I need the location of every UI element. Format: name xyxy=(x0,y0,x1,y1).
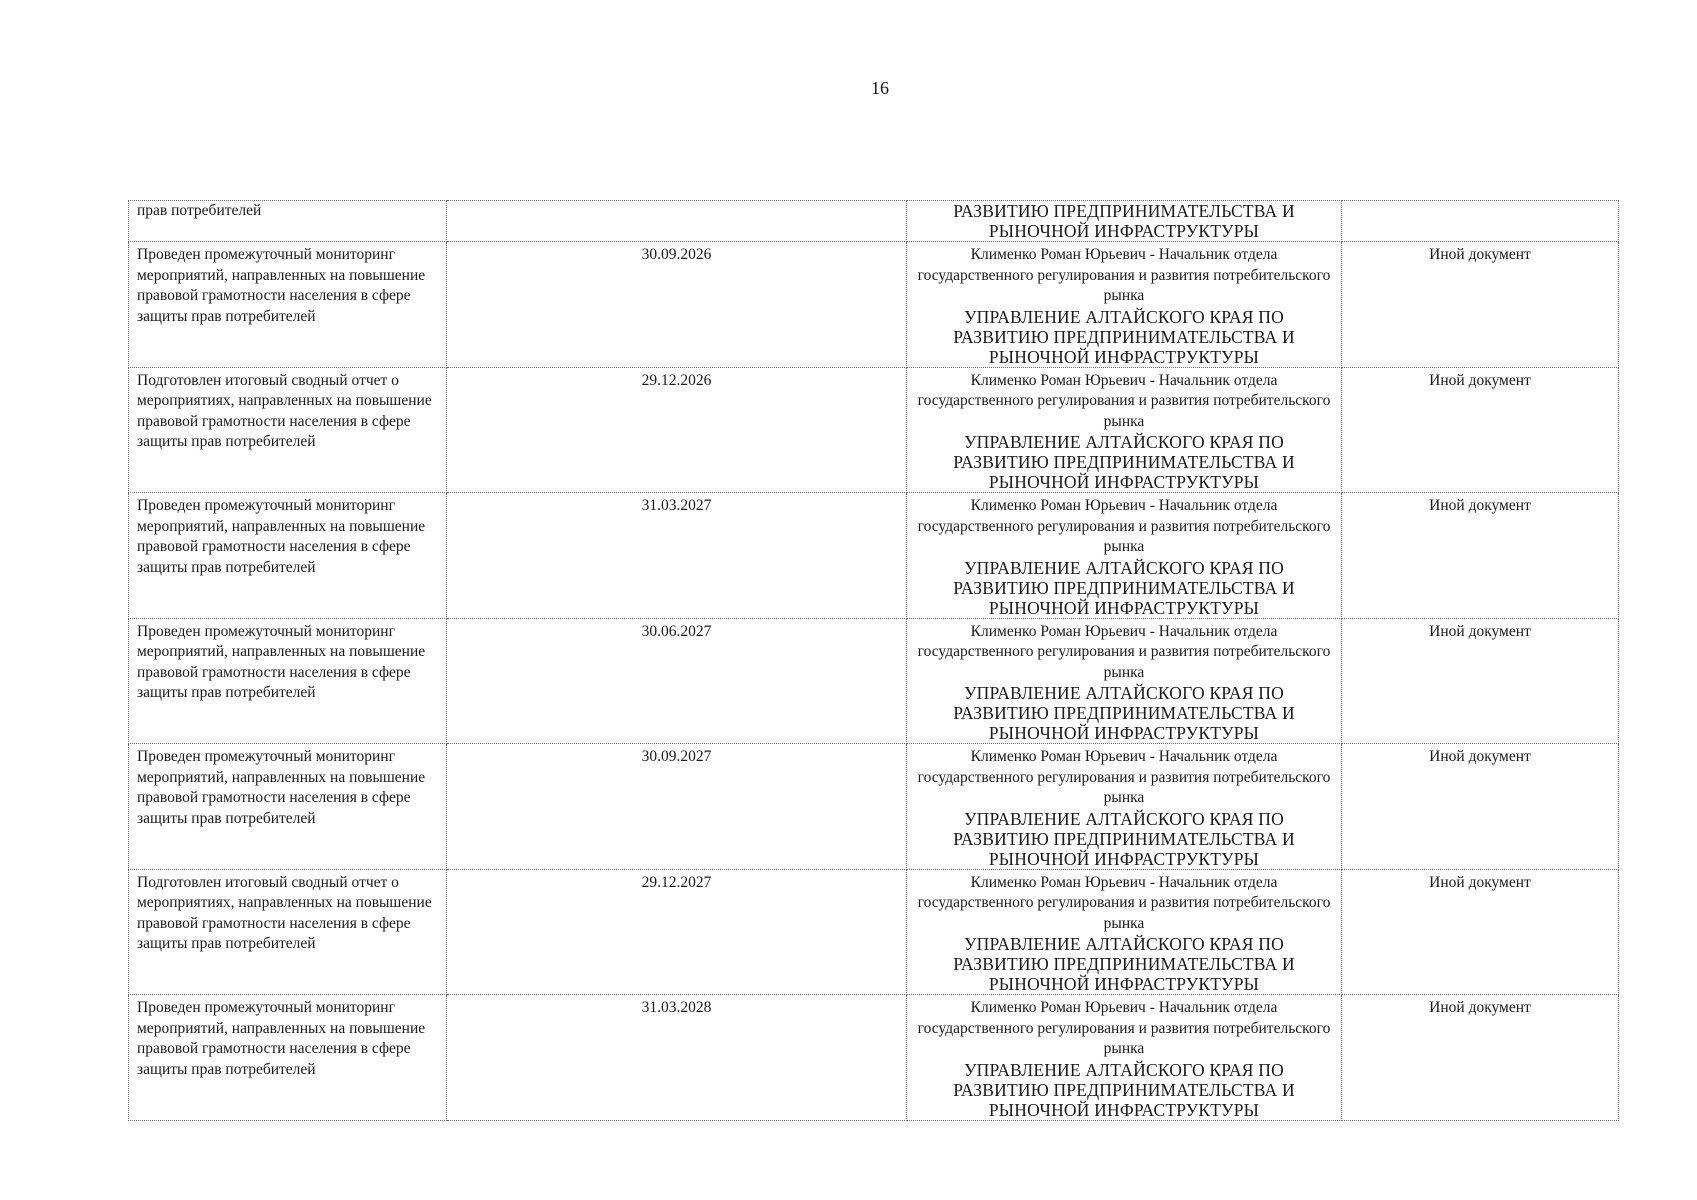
date-cell xyxy=(447,201,907,242)
responsible-cell xyxy=(907,618,1342,744)
document-type-cell: Иной документ xyxy=(1342,367,1619,493)
document-type-cell: Иной документ xyxy=(1342,869,1619,995)
document-type-cell: Иной документ xyxy=(1342,242,1619,368)
responsible-cell xyxy=(907,869,1342,995)
responsible-department: УПРАВЛЕНИЕ АЛТАЙСКОГО КРАЯ ПО РАЗВИТИЮ ПРЕДПРИНИМАТЕЛЬСТВА И РЫНОЧНОЙ ИНФРАСТРУКТУРЫ xyxy=(953,808,1295,869)
event-cell: Подготовлен итоговый сводный отчет о мероприятиях, направленных на повышение правовой грамотности населения в сфере защиты прав потребителей xyxy=(129,367,447,493)
responsible-department: УПРАВЛЕНИЕ АЛТАЙСКОГО КРАЯ ПО РАЗВИТИЮ ПРЕДПРИНИМАТЕЛЬСТВА И РЫНОЧНОЙ ИНФРАСТРУКТУРЫ xyxy=(953,1059,1295,1120)
date-cell: 30.09.2027 xyxy=(447,744,907,870)
date-cell: 30.09.2026 xyxy=(447,242,907,368)
responsible-department: УПРАВЛЕНИЕ АЛТАЙСКОГО КРАЯ ПО РАЗВИТИЮ ПРЕДПРИНИМАТЕЛЬСТВА И РЫНОЧНОЙ ИНФРАСТРУКТУРЫ xyxy=(953,306,1295,367)
table-row xyxy=(129,367,1619,493)
event-cell: Проведен промежуточный мониторинг мероприятий, направленных на повышение правовой грамотности населения в сфере защиты прав потребителей xyxy=(129,493,447,619)
event-cell: Проведен промежуточный мониторинг мероприятий, направленных на повышение правовой грамотности населения в сфере защиты прав потребителей xyxy=(129,995,447,1121)
document-type-cell: Иной документ xyxy=(1342,618,1619,744)
responsible-department: УПРАВЛЕНИЕ АЛТАЙСКОГО КРАЯ ПО РАЗВИТИЮ ПРЕДПРИНИМАТЕЛЬСТВА И РЫНОЧНОЙ ИНФРАСТРУКТУРЫ xyxy=(953,683,1295,743)
date-cell: 29.12.2026 xyxy=(447,367,907,493)
event-cell: Проведен промежуточный мониторинг мероприятий, направленных на повышение правовой грамотности населения в сфере защиты прав потребителей xyxy=(129,618,447,744)
date-cell: 29.12.2027 xyxy=(447,869,907,995)
events-table xyxy=(128,200,1619,1121)
table-row xyxy=(129,869,1619,995)
responsible-department: УПРАВЛЕНИЕ АЛТАЙСКОГО КРАЯ ПО РАЗВИТИЮ ПРЕДПРИНИМАТЕЛЬСТВА И РЫНОЧНОЙ ИНФРАСТРУКТУРЫ xyxy=(953,557,1295,618)
responsible-cell xyxy=(907,367,1342,493)
responsible-cell xyxy=(907,744,1342,870)
responsible-person: Клименко Роман Юрьевич - Начальник отдела государственного регулирования и развития потребительского рынка xyxy=(917,873,1331,932)
responsible-person: Клименко Роман Юрьевич - Начальник отдела государственного регулирования и развития потребительского рынка xyxy=(917,246,1331,304)
table-row xyxy=(129,242,1619,368)
responsible-person: Клименко Роман Юрьевич - Начальник отдела государственного регулирования и развития потребительского рынка xyxy=(917,748,1331,806)
date-cell: 30.06.2027 xyxy=(447,618,907,744)
responsible-department: РАЗВИТИЮ ПРЕДПРИНИМАТЕЛЬСТВА И РЫНОЧНОЙ ИНФРАСТРУКТУРЫ xyxy=(953,201,1295,241)
responsible-department: УПРАВЛЕНИЕ АЛТАЙСКОГО КРАЯ ПО РАЗВИТИЮ ПРЕДПРИНИМАТЕЛЬСТВА И РЫНОЧНОЙ ИНФРАСТРУКТУРЫ xyxy=(953,934,1295,994)
responsible-cell xyxy=(907,493,1342,619)
table-row xyxy=(129,493,1619,619)
responsible-cell xyxy=(907,995,1342,1121)
responsible-person: Клименко Роман Юрьевич - Начальник отдела государственного регулирования и развития потребительского рынка xyxy=(917,999,1331,1057)
event-cell: Проведен промежуточный мониторинг мероприятий, направленных на повышение правовой грамотности населения в сфере защиты прав потребителей xyxy=(129,744,447,870)
responsible-department: УПРАВЛЕНИЕ АЛТАЙСКОГО КРАЯ ПО РАЗВИТИЮ ПРЕДПРИНИМАТЕЛЬСТВА И РЫНОЧНОЙ ИНФРАСТРУКТУРЫ xyxy=(953,432,1295,492)
responsible-cell xyxy=(907,242,1342,368)
document-type-cell: Иной документ xyxy=(1342,995,1619,1121)
responsible-person: Клименко Роман Юрьевич - Начальник отдела государственного регулирования и развития потребительского рынка xyxy=(917,497,1331,555)
responsible-cell xyxy=(907,201,1342,242)
responsible-person: Клименко Роман Юрьевич - Начальник отдела государственного регулирования и развития потребительского рынка xyxy=(917,622,1331,681)
table-row xyxy=(129,995,1619,1121)
table-row xyxy=(129,744,1619,870)
page-number: 16 xyxy=(871,78,889,98)
event-cell: Подготовлен итоговый сводный отчет о мероприятиях, направленных на повышение правовой грамотности населения в сфере защиты прав потребителей xyxy=(129,869,447,995)
table-row xyxy=(129,201,1619,242)
document-type-cell: Иной документ xyxy=(1342,493,1619,619)
date-cell: 31.03.2027 xyxy=(447,493,907,619)
document-type-cell xyxy=(1342,201,1619,242)
responsible-person: Клименко Роман Юрьевич - Начальник отдела государственного регулирования и развития потребительского рынка xyxy=(917,371,1331,430)
date-cell: 31.03.2028 xyxy=(447,995,907,1121)
table-row xyxy=(129,618,1619,744)
document-type-cell: Иной документ xyxy=(1342,744,1619,870)
event-cell: прав потребителей xyxy=(129,201,447,242)
event-cell: Проведен промежуточный мониторинг мероприятий, направленных на повышение правовой грамотности населения в сфере защиты прав потребителей xyxy=(129,242,447,368)
